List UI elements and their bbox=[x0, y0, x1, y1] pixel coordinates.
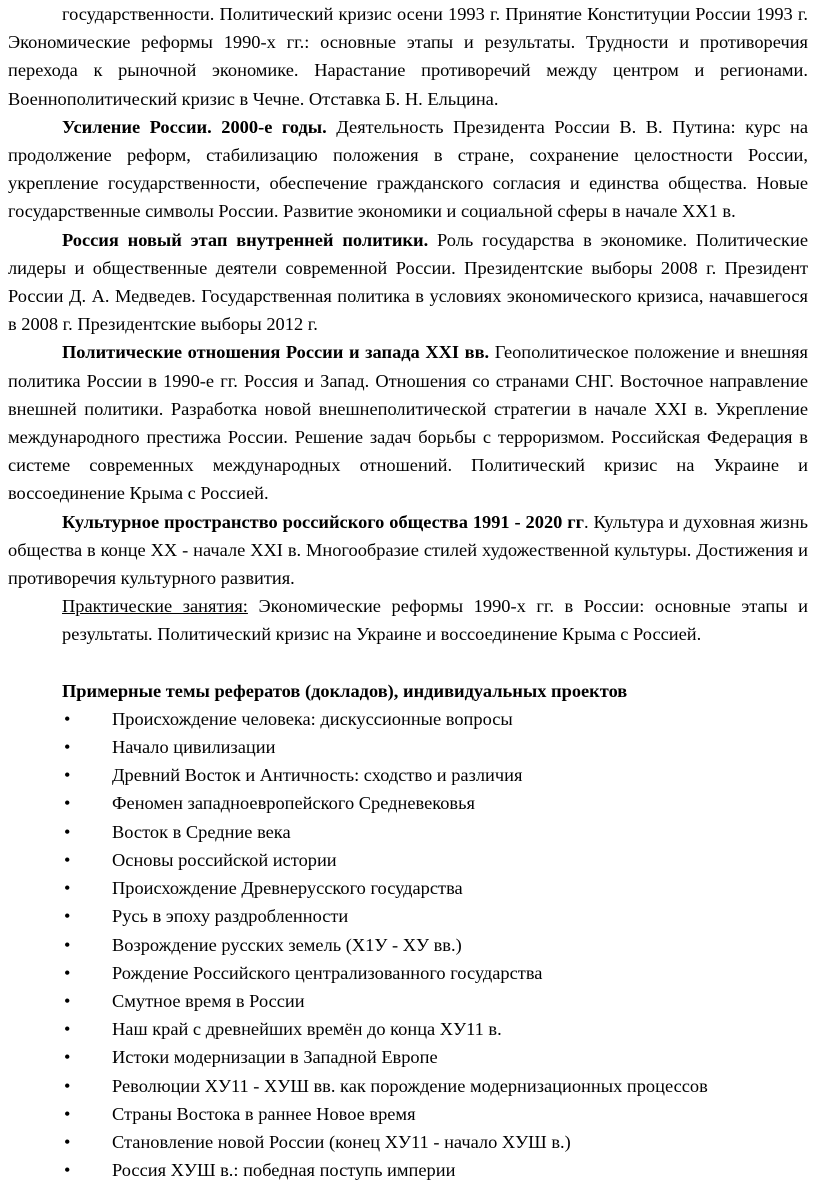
list-item-label: Русь в эпоху раздробленности bbox=[112, 906, 349, 927]
bullet-icon: • bbox=[64, 765, 71, 786]
section-heading: Усиление России. 2000-е годы. bbox=[62, 116, 327, 137]
bullet-icon: • bbox=[64, 793, 71, 814]
list-item-label: Рождение Российского централизованного государства bbox=[112, 962, 543, 983]
list-item bbox=[8, 733, 808, 761]
practice-label: Практические занятия: bbox=[62, 596, 248, 617]
list-item-label: Феномен западноевропейского Средневековья bbox=[112, 793, 475, 814]
bullet-icon: • bbox=[64, 878, 71, 899]
bullet-icon: • bbox=[64, 990, 71, 1011]
list-item bbox=[8, 1015, 808, 1043]
paragraph-practice bbox=[62, 592, 808, 648]
list-item-label: Древний Восток и Античность: сходство и различия bbox=[112, 765, 523, 786]
bullet-icon: • bbox=[64, 1019, 71, 1040]
section-heading: Культурное пространство российского общества 1991 - 2020 гг bbox=[62, 511, 584, 532]
section-heading: Политические отношения России и запада XXI вв. bbox=[62, 342, 490, 363]
list-item-label: Основы российской истории bbox=[112, 849, 337, 870]
list-item bbox=[8, 987, 808, 1015]
paragraph-text: Экономические реформы 1990-х гг. в России: основные этапы и результаты. Политический кризис на Украине и воссоединение Крыма с Россией. bbox=[62, 596, 808, 645]
list-item-label: Происхождение человека: дискуссионные вопросы bbox=[112, 708, 513, 729]
paragraph-internal-policy bbox=[8, 226, 808, 339]
list-item-label: Становление новой России (конец ХУ11 - начало ХУШ в.) bbox=[112, 1131, 571, 1152]
paragraph-cultural-space bbox=[8, 508, 808, 593]
topics-list bbox=[8, 705, 808, 1184]
bullet-icon: • bbox=[64, 1075, 71, 1096]
bullet-icon: • bbox=[64, 962, 71, 983]
paragraph-strengthening-russia bbox=[8, 113, 808, 226]
list-item bbox=[8, 1043, 808, 1071]
paragraph-text: государственности. Политический кризис осени 1993 г. Принятие Конституции России 1993 г. Экономические реформы 1990-х гг.: основные этапы и результаты. Трудности и противоречия перехода к рыночной экономике. Нарастание противоречий между центром и регионами. Военнополитический кризис в Чечне. Отставка Б. Н. Ельцина. bbox=[8, 4, 808, 109]
paragraph-text: Роль государства в экономике. Политические лидеры и общественные деятели современной России. Президентские выборы 2008 г. Президент России Д. А. Медведев. Государственная политика в условиях экономического кризиса, начавшегося в 2008 г. Президентские выборы 2012 г. bbox=[8, 229, 808, 335]
list-item-label: Происхождение Древнерусского государства bbox=[112, 878, 463, 899]
list-item bbox=[8, 931, 808, 959]
list-item bbox=[8, 761, 808, 789]
list-item bbox=[8, 1100, 808, 1128]
bullet-icon: • bbox=[64, 934, 71, 955]
list-item-label: Россия ХУШ в.: победная поступь империи bbox=[112, 1160, 456, 1181]
list-item bbox=[8, 705, 808, 733]
list-item bbox=[8, 789, 808, 817]
list-item-label: Истоки модернизации в Западной Европе bbox=[112, 1047, 438, 1068]
list-item-label: Возрождение русских земель (Х1У - ХУ вв.) bbox=[112, 934, 462, 955]
bullet-icon: • bbox=[64, 1131, 71, 1152]
list-item-label: Наш край с древнейших времён до конца ХУ11 в. bbox=[112, 1019, 502, 1040]
list-item bbox=[8, 902, 808, 930]
paragraph-yeltsin-era bbox=[8, 0, 808, 113]
section-heading: Россия новый этап внутренней политики. bbox=[62, 229, 429, 250]
list-item bbox=[8, 818, 808, 846]
paragraph-text: . Культура и духовная жизнь общества в конце XX - начале XXI в. Многообразие стилей художественной культуры. Достижения и противоречия культурного развития. bbox=[8, 511, 808, 589]
bullet-icon: • bbox=[64, 1047, 71, 1068]
bullet-icon: • bbox=[64, 821, 71, 842]
bullet-icon: • bbox=[64, 708, 71, 729]
paragraph-text: Геополитическое положение и внешняя политика России в 1990-е гг. Россия и Запад. Отношения со странами СНГ. Восточное направление внешней политики. Разработка новой внешнеполитической стратегии в начале XXI в. Укрепление международного престижа России. Решение задач борьбы с терроризмом. Российская Федерация в системе современных международных отношений. Политический кризис на Украине и воссоединение Крыма с Россией. bbox=[8, 342, 809, 504]
list-item-label: Восток в Средние века bbox=[112, 821, 291, 842]
list-item bbox=[8, 874, 808, 902]
bullet-icon: • bbox=[64, 849, 71, 870]
paragraph-text: Деятельность Президента России В. В. Путина: курс на продолжение реформ, стабилизацию положения в стране, сохранение целостности России, укрепление государственности, обеспечение гражданского согласия и единства общества. Новые государственные символы России. Развитие экономики и социальной сферы в начале ХХ1 в. bbox=[8, 116, 808, 222]
list-item-label: Страны Востока в раннее Новое время bbox=[112, 1103, 416, 1124]
list-item bbox=[8, 1128, 808, 1156]
list-item-label: Революции ХУ11 - ХУШ вв. как порождение модернизационных процессов bbox=[112, 1075, 708, 1096]
bullet-icon: • bbox=[64, 1103, 71, 1124]
list-item bbox=[8, 1072, 808, 1100]
paragraph-foreign-relations bbox=[8, 338, 808, 507]
list-item bbox=[8, 1156, 808, 1184]
list-item bbox=[8, 846, 808, 874]
bullet-icon: • bbox=[64, 1160, 71, 1181]
bullet-icon: • bbox=[64, 906, 71, 927]
list-item bbox=[8, 959, 808, 987]
bullet-icon: • bbox=[64, 737, 71, 758]
list-item-label: Начало цивилизации bbox=[112, 737, 276, 758]
list-item-label: Смутное время в России bbox=[112, 990, 305, 1011]
topics-heading: Примерные темы рефератов (докладов), индивидуальных проектов bbox=[62, 680, 628, 701]
